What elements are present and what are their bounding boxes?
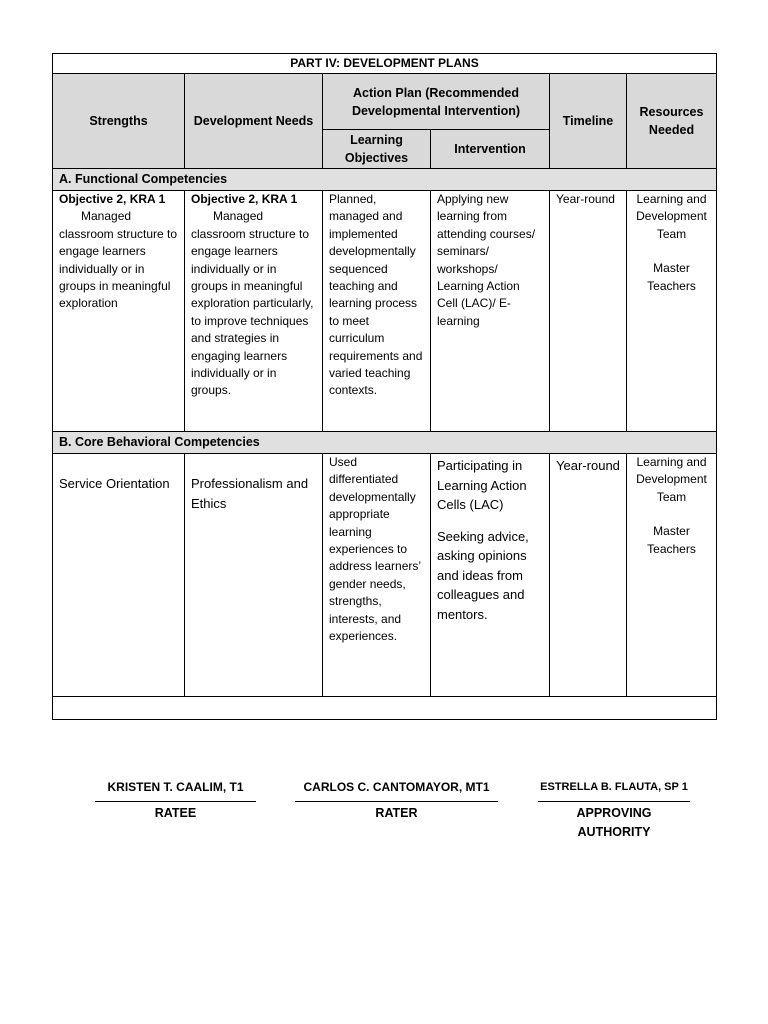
strengths-text: Managed classroom structure to engage learners individually or in groups in meaningful exploration [59, 209, 178, 311]
header-intervention: Intervention [431, 130, 550, 169]
resource-item: Master Teachers [647, 261, 696, 293]
intervention-item: Seeking advice, asking opinions and ideas from colleagues and mentors. [437, 528, 529, 622]
signature-line [95, 801, 256, 802]
header-development-needs: Development Needs [185, 74, 323, 169]
section-a-strengths [53, 191, 185, 432]
signature-line [538, 801, 690, 802]
header-learning-objectives: Learning Objectives [323, 130, 431, 169]
section-b-development-needs: Professionalism and Ethics [185, 454, 323, 697]
rater-role: RATER [375, 806, 418, 820]
rater-signature [295, 778, 498, 823]
blank-row [53, 697, 717, 720]
section-a-timeline: Year-round [550, 191, 627, 432]
intervention-item: Participating in Learning Action Cells (LAC) [437, 458, 527, 512]
section-b-strengths: Service Orientation [53, 454, 185, 697]
section-b-learning-objectives: Used differentiated developmentally appropriate learning experiences to address learners’ gender needs, strengths, interests, and experiences. [323, 454, 431, 697]
section-a-label: A. Functional Competencies [53, 169, 717, 191]
rater-name: CARLOS C. CANTOMAYOR, MT1 [303, 780, 490, 794]
header-action-plan: Action Plan (Recommended Developmental Intervention) [323, 74, 550, 130]
section-a-intervention: Applying new learning from attending courses/ seminars/ workshops/ Learning Action Cell (LAC)/ E-learning [431, 191, 550, 432]
header-resources-needed: Resources Needed [627, 74, 717, 169]
section-b-intervention [431, 454, 550, 697]
section-a-development-needs [185, 191, 323, 432]
approver-signature [538, 778, 690, 841]
ratee-signature [95, 778, 256, 823]
strengths-heading: Objective 2, KRA 1 [59, 192, 166, 206]
resource-item: Master Teachers [647, 524, 696, 556]
section-b-timeline: Year-round [550, 454, 627, 697]
signature-line [295, 801, 498, 802]
needs-text: Managed classroom structure to engage learners individually or in groups in meaningful exploration particularly, to improve techniques and strategies in engaging learners individually or in groups. [191, 209, 314, 398]
approver-name: ESTRELLA B. FLAUTA, SP 1 [540, 781, 688, 793]
section-a-learning-objectives: Planned, managed and implemented developmentally sequenced teaching and learning process to meet curriculum requirements and varied teaching contexts. [323, 191, 431, 432]
ratee-role: RATEE [154, 806, 197, 820]
header-timeline: Timeline [550, 74, 627, 169]
ratee-name: KRISTEN T. CAALIM, T1 [107, 780, 244, 794]
resource-item: Learning and Development Team [636, 455, 707, 504]
header-strengths: Strengths [53, 74, 185, 169]
resource-item: Learning and Development Team [636, 192, 707, 241]
needs-heading: Objective 2, KRA 1 [191, 192, 298, 206]
section-b-label: B. Core Behavioral Competencies [53, 432, 717, 454]
section-b-resources [627, 454, 717, 697]
development-plan-table [52, 53, 717, 720]
approver-role: APPROVING AUTHORITY [576, 806, 652, 839]
table-title: PART IV: DEVELOPMENT PLANS [53, 54, 717, 74]
section-a-resources [627, 191, 717, 432]
